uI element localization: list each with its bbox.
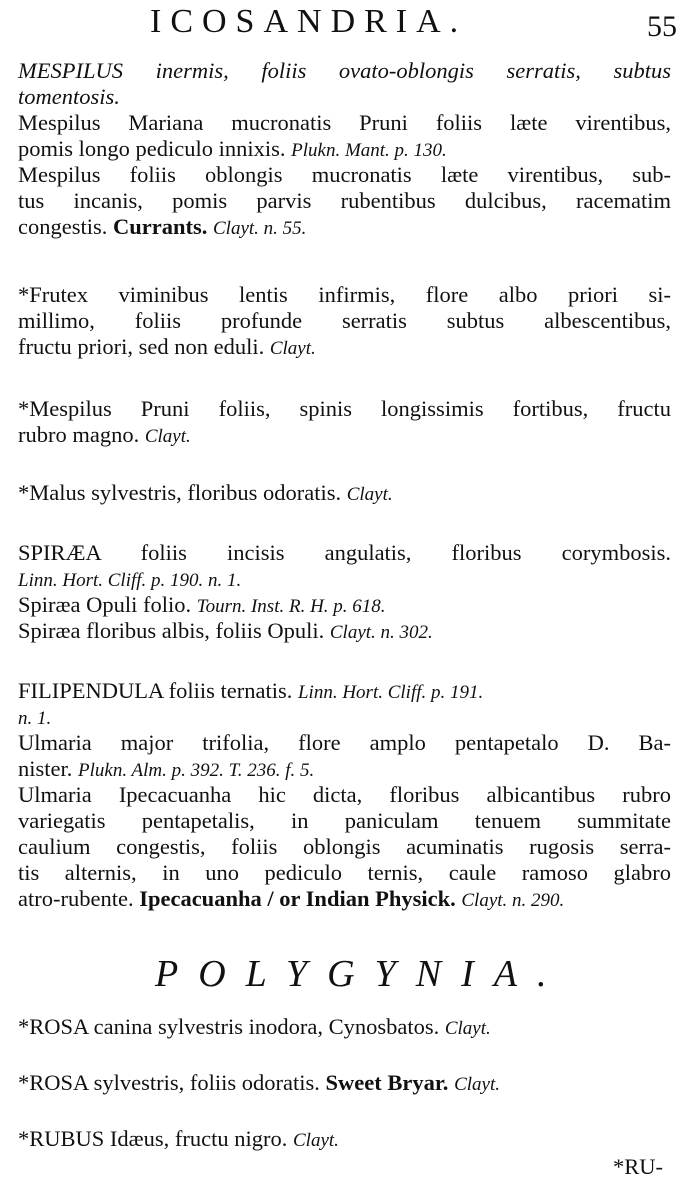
spiraea-line-1: SPIRÆA foliis incisis angulatis, floribus corymbosis.	[18, 540, 671, 565]
mespilus-line-1	[18, 58, 671, 84]
filipendula-line-1	[18, 678, 671, 706]
mespilus-line-3: Mespilus Mariana mucronatis Pruni foliis læte virentibus,	[18, 110, 671, 135]
filipendula-line-3: Ulmaria major trifolia, flore amplo pentapetalo D. Ba-	[18, 730, 671, 755]
entry-text: *ROSA canina sylvestris inodora, Cynosbatos.	[18, 1014, 440, 1039]
citation: Plukn. Alm. p. 392. T. 236. f. 5.	[78, 760, 315, 781]
synonym-text: Spiræa Opuli folio.	[18, 592, 192, 617]
filipendula-line-2	[18, 704, 671, 732]
spiraea-line-3	[18, 592, 671, 620]
species-description: inermis, foliis ovato-oblongis serratis, subtus	[155, 58, 671, 83]
citation: Clayt. n. 290.	[461, 890, 565, 911]
citation: Clayt.	[346, 484, 393, 505]
filipendula-line-4	[18, 756, 671, 784]
mespilus-pruni-line-2	[18, 422, 671, 450]
filipendula-line-6: variegatis pentapetalis, in paniculam tenuem summitate	[18, 808, 671, 833]
malus-line-1	[18, 480, 671, 508]
page-number: 55	[647, 10, 677, 43]
citation: Clayt.	[444, 1018, 491, 1039]
filipendula-line-5: Ulmaria Ipecacuanha hic dicta, floribus albicantibus rubro	[18, 782, 671, 807]
mespilus-line-6: tus incanis, pomis parvis rubentibus dulcibus, racematim	[18, 188, 671, 213]
mespilus-line-7	[18, 214, 671, 242]
filipendula-line-8: tis alternis, in uno pediculo ternis, caule ramoso glabro	[18, 860, 671, 885]
vernacular-name: Sweet Bryar.	[325, 1070, 449, 1095]
filipendula-line-7: caulium congestis, foliis oblongis acuminatis rugosis serra-	[18, 834, 671, 859]
spiraea-line-4	[18, 618, 671, 646]
spiraea-line-2	[18, 566, 671, 594]
citation: Clayt. n. 55.	[213, 218, 307, 239]
synonym-text: nister.	[18, 756, 73, 781]
mespilus-line-2	[18, 84, 671, 110]
entry-text: rubro magno.	[18, 422, 140, 447]
synonym-text: Spiræa floribus albis, foliis Opuli.	[18, 618, 325, 643]
citation: Clayt.	[454, 1074, 500, 1095]
vernacular-name: Currants.	[113, 214, 208, 239]
entry-text: fructu priori, sed non eduli.	[18, 334, 265, 359]
rosa-sylvestris-line	[18, 1070, 671, 1098]
entry-text: *Malus sylvestris, floribus odoratis.	[18, 480, 342, 505]
citation: Clayt. n. 302.	[329, 622, 433, 643]
filipendula-line-9	[18, 886, 671, 914]
entry-text: FILIPENDULA foliis ternatis.	[18, 678, 293, 703]
entry-text: *ROSA sylvestris, foliis odoratis.	[18, 1070, 320, 1095]
subsection-title: POLYGYNIA.	[155, 953, 567, 995]
frutex-line-1: *Frutex viminibus lentis infirmis, flore albo priori si-	[18, 282, 671, 307]
mespilus-line-4	[18, 136, 671, 164]
genus-name: MESPILUS	[18, 58, 123, 83]
citation: Clayt.	[144, 426, 191, 447]
rubus-line	[18, 1126, 671, 1154]
citation: n. 1.	[18, 708, 52, 729]
running-header	[0, 0, 691, 44]
citation: Clayt.	[293, 1130, 339, 1151]
vernacular-name: Ipecacuanha / or Indian Physick.	[139, 886, 456, 911]
synonym-text: congestis.	[18, 214, 108, 239]
synonym-text: pomis longo pediculo innixis.	[18, 136, 286, 161]
rosa-canina-line	[18, 1014, 671, 1042]
mespilus-pruni-line-1: *Mespilus Pruni foliis, spinis longissimis fortibus, fructu	[18, 396, 671, 421]
synonym-text: atro-rubente.	[18, 886, 134, 911]
frutex-line-2: millimo, foliis profunde serratis subtus albescentibus,	[18, 308, 671, 333]
citation: Linn. Hort. Cliff. p. 191.	[297, 682, 484, 703]
citation: Plukn. Mant. p. 130.	[291, 140, 447, 161]
citation: Tourn. Inst. R. H. p. 618.	[196, 596, 386, 617]
entry-text: *RUBUS Idæus, fructu nigro.	[18, 1126, 288, 1151]
mespilus-line-5: Mespilus foliis oblongis mucronatis læte virentibus, sub-	[18, 162, 671, 187]
citation: Linn. Hort. Cliff. p. 190. n. 1.	[18, 570, 242, 591]
section-title: ICOSANDRIA.	[150, 3, 468, 40]
citation: Clayt.	[269, 338, 316, 359]
frutex-line-3	[18, 334, 671, 362]
catchword: *RU-	[613, 1154, 663, 1179]
species-description: tomentosis.	[18, 84, 120, 109]
